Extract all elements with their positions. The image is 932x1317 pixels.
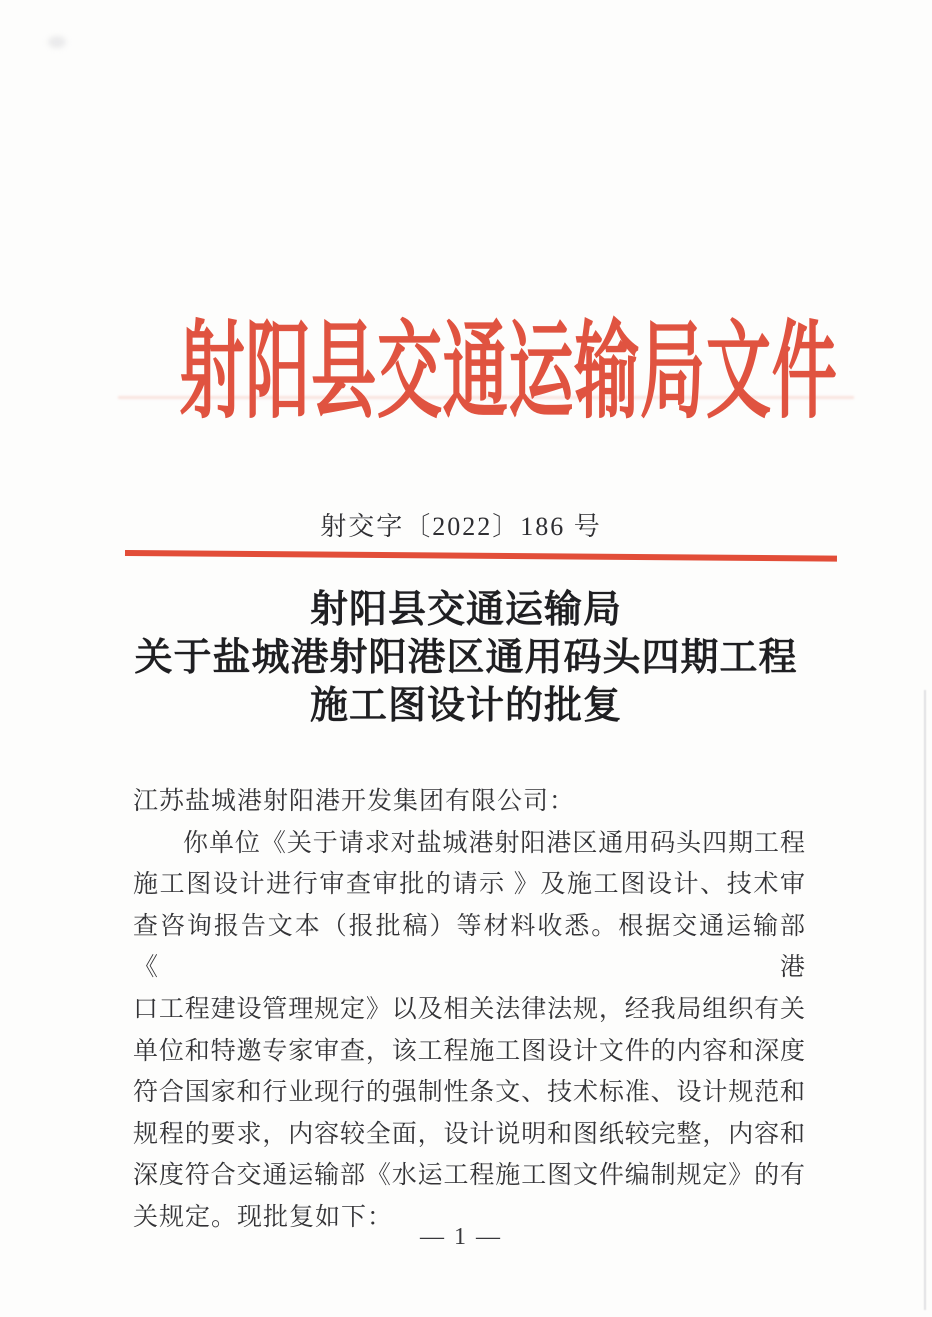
masthead-title: 射阳县交通运输局文件	[179, 314, 838, 431]
body-line: 查咨询报告文本（报批稿）等材料收悉。根据交通运输部《港	[133, 912, 805, 982]
body-line: 你单位《关于请求对盐城港射阳港区通用码头四期工程	[183, 829, 805, 857]
body-line: 关规定。现批复如下：	[133, 1203, 394, 1231]
document-number: 射交字〔2022〕186 号	[320, 512, 602, 541]
document-title-line: 关于盐城港射阳港区通用码头四期工程	[134, 637, 798, 679]
scan-artifact	[924, 690, 926, 1310]
body-line: 口工程建设管理规定》以及相关法律法规，经我局组织有关	[133, 995, 805, 1023]
document-title-line: 射阳县交通运输局	[309, 589, 622, 631]
body-line: 单位和特邀专家审查，该工程施工图设计文件的内容和深度	[133, 1037, 805, 1065]
scan-artifact	[48, 36, 66, 48]
red-divider-line	[125, 550, 837, 562]
salutation-line: 江苏盐城港射阳港开发集团有限公司：	[133, 788, 576, 815]
document-title	[0, 586, 932, 730]
document-body	[133, 781, 805, 1239]
body-line: 深度符合交通运输部《水运工程施工图文件编制规定》的有	[133, 1162, 805, 1190]
body-line: 施工图设计进行审查审批的请示 》及施工图设计、技术审	[133, 871, 805, 899]
body-line: 符合国家和行业现行的强制性条文、技术标准、设计规范和	[133, 1079, 805, 1107]
page-number: — 1 —	[420, 1224, 502, 1250]
document-title-line: 施工图设计的批复	[309, 685, 622, 727]
body-line: 规程的要求，内容较全面，设计说明和图纸较完整，内容和	[133, 1120, 805, 1148]
